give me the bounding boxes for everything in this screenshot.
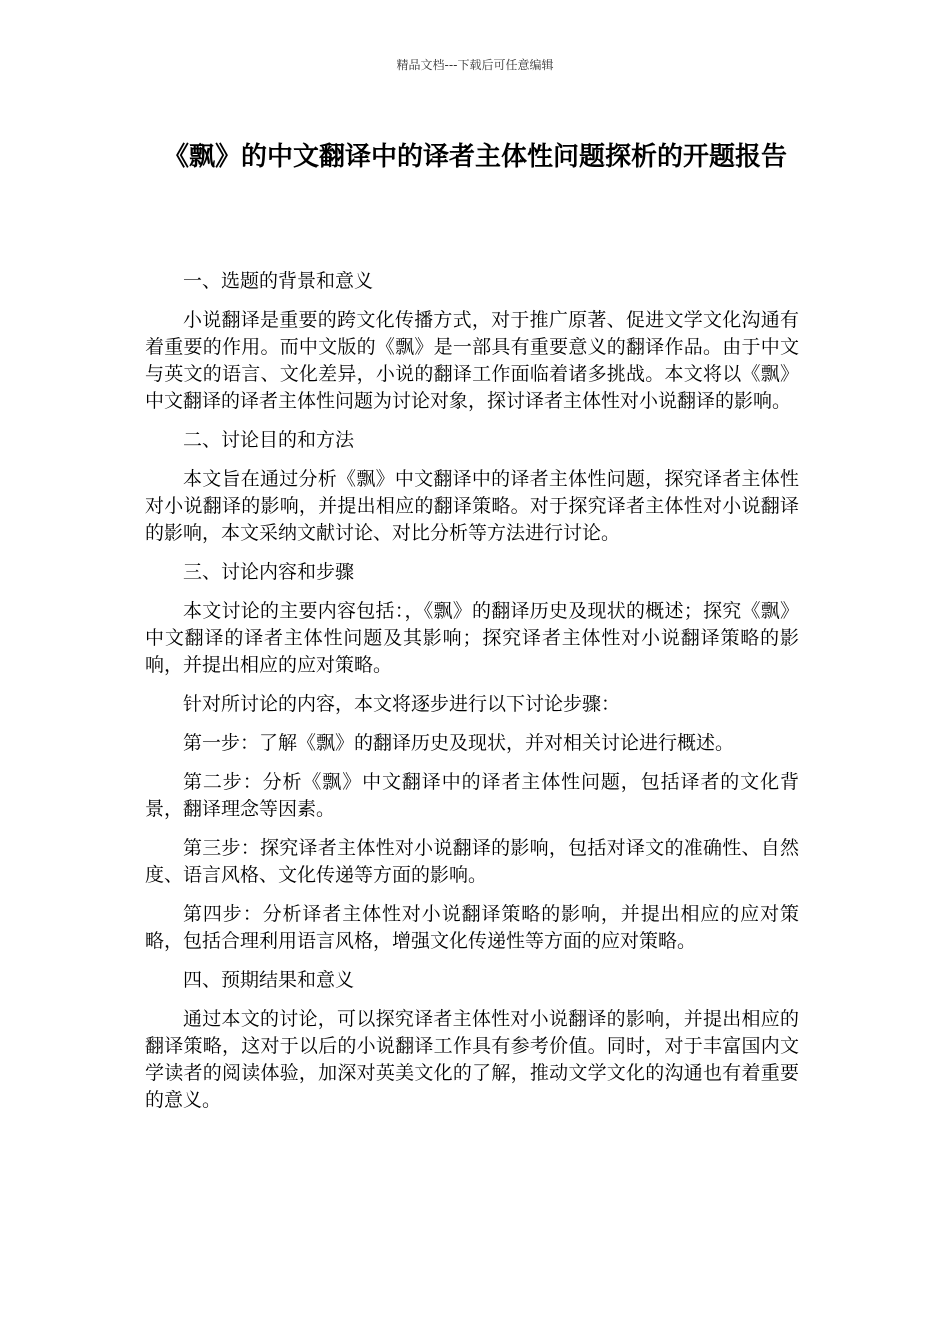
header-note: 精品文档---下载后可任意编辑 [396,58,554,72]
section-heading: 二、讨论目的和方法 [183,429,355,451]
section-content-steps [145,559,799,955]
paragraph: 小说翻译是重要的跨文化传播方式，对于推广原著、促进文学文化沟通有着重要的作用。而中文版的《飘》是一部具有重要意义的翻译作品。由于中文与英文的语言、文化差异，小说的翻译工作面临着诸多挑战。本文将以《飘》中文翻译的译者主体性问题为讨论对象，探讨译者主体性对小说翻译的影响。 [145,309,799,412]
section-background [145,268,799,415]
step-paragraph: 第三步：探究译者主体性对小说翻译的影响，包括对译文的准确性、自然度、语言风格、文化传递等方面的影响。 [145,837,799,886]
document-title: 《飘》的中文翻译中的译者主体性问题探析的开题报告 [162,142,787,172]
section-heading: 三、讨论内容和步骤 [183,561,355,583]
paragraph: 本文旨在通过分析《飘》中文翻译中的译者主体性问题，探究译者主体性对小说翻译的影响，并提出相应的翻译策略。对于探究译者主体性对小说翻译的影响，本文采纳文献讨论、对比分析等方法进行讨论。 [145,468,799,544]
document-body [145,268,799,1126]
section-expected-results [145,967,799,1114]
step-paragraph: 第二步：分析《飘》中文翻译中的译者主体性问题，包括译者的文化背景，翻译理念等因素。 [145,771,799,820]
section-purpose-method [145,427,799,547]
section-heading: 四、预期结果和意义 [183,969,355,991]
paragraph: 本文讨论的主要内容包括：，《飘》的翻译历史及现状的概述；探究《飘》中文翻译的译者主体性问题及其影响；探究译者主体性对小说翻译策略的影响，并提出相应的应对策略。 [145,600,799,676]
section-heading: 一、选题的背景和意义 [183,270,374,292]
paragraph: 通过本文的讨论，可以探究译者主体性对小说翻译的影响，并提出相应的翻译策略，这对于以后的小说翻译工作具有参考价值。同时，对于丰富国内文学读者的阅读体验，加深对英美文化的了解，推动文学文化的沟通也有着重要的意义。 [145,1008,799,1111]
step-paragraph: 第一步：了解《飘》的翻译历史及现状，并对相关讨论进行概述。 [183,732,735,754]
paragraph: 针对所讨论的内容，本文将逐步进行以下讨论步骤： [183,693,621,715]
step-paragraph: 第四步：分析译者主体性对小说翻译策略的影响，并提出相应的应对策略，包括合理利用语言风格，增强文化传递性等方面的应对策略。 [145,903,799,952]
